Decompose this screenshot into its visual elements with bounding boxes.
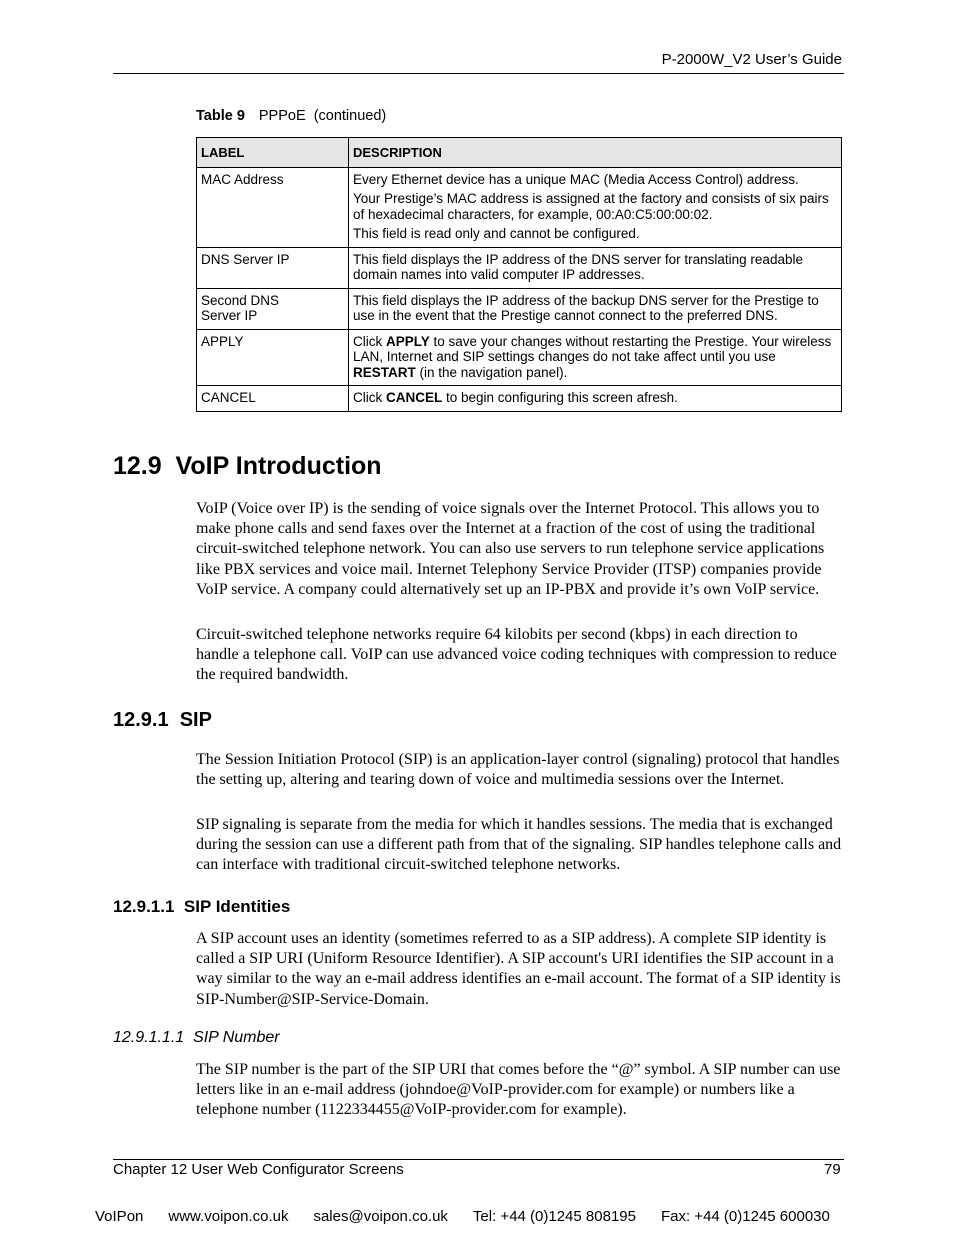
row-description [349,329,842,386]
col-header-description: DESCRIPTION [349,138,842,168]
col-header-label: LABEL [197,138,349,168]
text-run: (in the navigation panel). [415,364,568,380]
table-row [197,386,842,412]
row-description-text: This field displays the IP address of the DNS server for translating readable domain names into valid computer IP addresses. [353,251,803,282]
row-label: CANCEL [197,386,349,412]
voip-paragraph-2: Circuit-switched telephone networks require 64 kilobits per second (kbps) in each direction to handle a telephone call. VoIP can use advanced voice coding techniques with compression to reduce the required bandwidth. [196,626,837,684]
table-caption-label: Table 9 [196,108,245,124]
text-run: to save your changes without restarting the Prestige. Your wireless LAN, Internet and SIP settings changes do not take affect until you use [353,333,832,364]
table-caption-text: PPPoE (continued) [258,108,387,124]
sip-paragraph-2: SIP signaling is separate from the media for which it handles sessions. The media that is exchanged during the session can use a different path from that of the signaling. SIP handles telephone calls and can interface with traditional circuit-switched telephone networks. [196,816,842,874]
table-row [197,167,842,247]
apply-keyword: APPLY [386,333,430,349]
row-label: MAC Address [197,167,349,247]
section-heading-voip: 12.9 VoIP Introduction [113,452,382,480]
telephone-number: Tel: +44 (0)1245 808195 [472,1208,636,1225]
row-description [349,386,842,412]
row-description-text: Your Prestige’s MAC address is assigned at the factory and consists of six pairs of hexadecimal characters, for example, 00:A0:C5:00:00:02. [353,191,829,222]
table-header-row [197,138,842,168]
header-rule [113,73,844,74]
website-link[interactable]: www.voipon.co.uk [168,1208,289,1225]
footer-rule [113,1159,844,1160]
sip-number-paragraph: The SIP number is the part of the SIP URI that comes before the “@” symbol. A SIP number can use letters like in an e-mail address (johndoe@VoIP-provider.com for example) or numbers like a telephone number (1122334455@VoIP-provider.com for example). [196,1061,841,1119]
section-heading-sip-number: 12.9.1.1.1 SIP Number [113,1029,280,1046]
cancel-keyword: CANCEL [386,390,443,405]
sip-paragraph-1: The Session Initiation Protocol (SIP) is an application-layer control (signaling) protocol that handles the setting up, altering and tearing down of voice and multimedia sessions over the Internet. [196,751,840,789]
row-label: Second DNS Server IP [197,288,349,329]
row-description [349,288,842,329]
row-label: APPLY [197,329,349,386]
text-run: Click [353,390,386,405]
fax-number: Fax: +44 (0)1245 600030 [660,1208,830,1225]
row-description [349,247,842,288]
section-heading-sip-identities: 12.9.1.1 SIP Identities [113,897,291,916]
restart-keyword: RESTART [353,364,416,380]
sip-identities-paragraph: A SIP account uses an identity (sometimes referred to as a SIP address). A complete SIP identity is called a SIP URI (Uniform Resource Identifier). A SIP account's URI identifies the SIP account in a way similar to the way an e-mail address identifies an e-mail account. The format of a SIP identity is SIP-Number@SIP-Service-Domain. [196,930,841,1008]
company-name: VoIPon [95,1208,144,1225]
table-caption [196,108,386,124]
header-title: P-2000W_V2 User’s Guide [661,51,842,68]
row-description-text: Every Ethernet device has a unique MAC (Media Access Control) address. [353,171,799,187]
contact-bar [95,1208,830,1225]
footer-page-number: 79 [824,1161,841,1178]
table-row [197,247,842,288]
row-description-text: This field displays the IP address of the backup DNS server for the Prestige to use in the event that the Prestige cannot connect to the preferred DNS. [353,292,819,323]
text-run: Click [353,333,386,349]
voip-paragraph-1: VoIP (Voice over IP) is the sending of voice signals over the Internet Protocol. This allows you to make phone calls and send faxes over the Internet at a fraction of the cost of using the traditional circuit-switched telephone network. You can also use servers to run telephone service applications like PBX services and voice mail. Internet Telephony Service Provider (ITSP) companies provide VoIP service. A company could alternatively set up an IP-PBX and provide it’s own VoIP service. [196,500,825,598]
table-row [197,288,842,329]
row-label: DNS Server IP [197,247,349,288]
table-row [197,329,842,386]
footer-chapter: Chapter 12 User Web Configurator Screens [113,1161,404,1178]
email-link[interactable]: sales@voipon.co.uk [313,1208,448,1225]
row-description [349,167,842,247]
section-heading-sip: 12.9.1 SIP [113,709,212,731]
pppoe-table [196,137,842,412]
text-run: to begin configuring this screen afresh. [442,390,678,405]
row-description-text: This field is read only and cannot be configured. [353,226,640,241]
